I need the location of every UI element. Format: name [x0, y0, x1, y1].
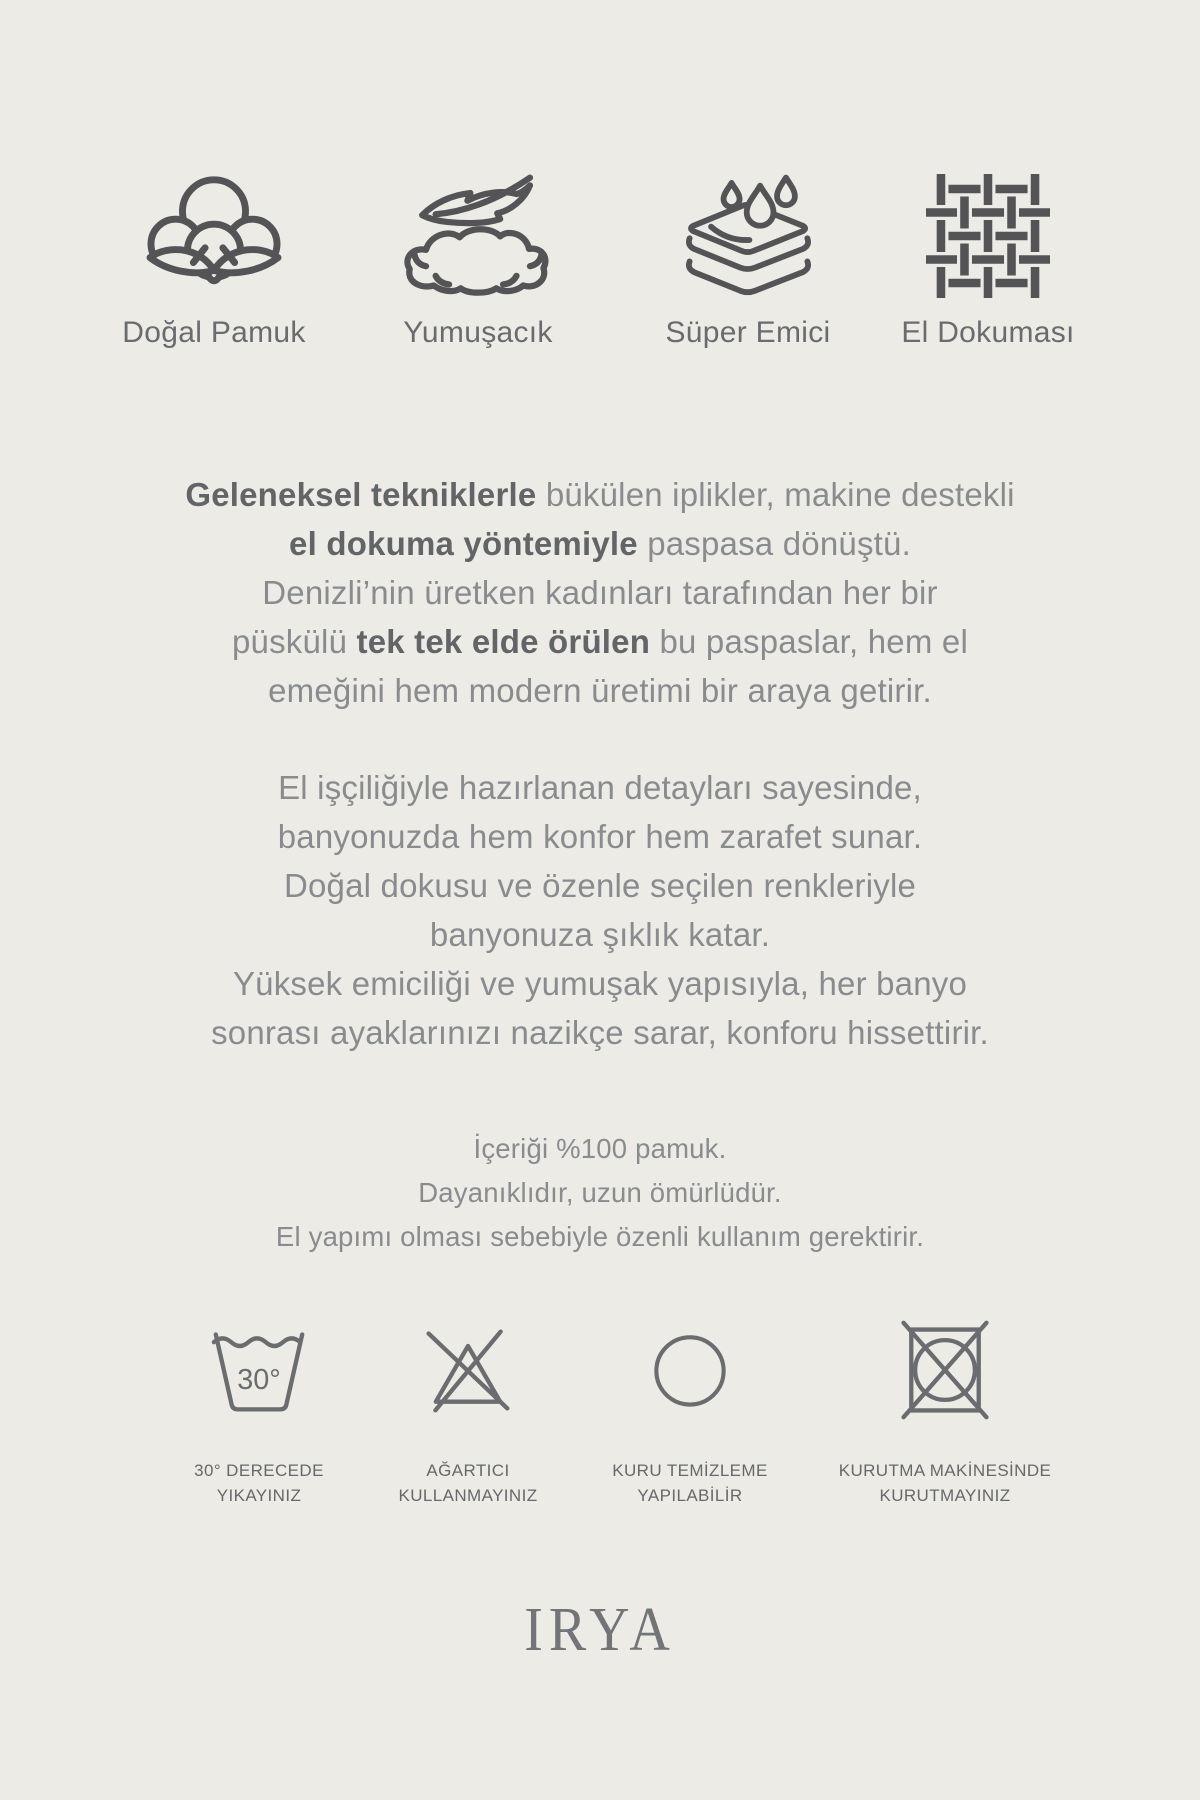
- feature-label-cotton: Doğal Pamuk: [122, 316, 306, 349]
- care-label-bleach: AĞARTICI KULLANMAYINIZ: [398, 1461, 538, 1505]
- no-tumble-dry-icon: [815, 1318, 1075, 1422]
- feature-label-handwoven: El Dokuması: [901, 316, 1075, 349]
- care-no-tumble-dry: [815, 1318, 1075, 1508]
- care-label-wash: 30° DERECEDE YIKAYINIZ: [194, 1461, 324, 1505]
- feature-absorbent: [618, 162, 878, 350]
- cotton-icon: [84, 162, 344, 298]
- comfort-paragraph: El işçiliğiyle hazırlanan detayları sayesinde, banyonuzda hem konfor hem zarafet sunar. Doğal dokusu ve özenle seçilen renkleriyle banyonuza şıklık katar. Yüksek emiciliği ve yumuşak yapısıyla, her banyo sonrası ayaklarınızı nazikçe sarar, konforu hissettirir.: [211, 769, 989, 1051]
- feature-handwoven: [858, 162, 1118, 350]
- care-no-bleach: [353, 1318, 583, 1508]
- no-bleach-icon: [353, 1318, 583, 1422]
- feature-label-softness: Yumuşacık: [403, 316, 553, 349]
- feature-label-absorbent: Süper Emici: [665, 316, 831, 349]
- care-dry-clean: [575, 1318, 805, 1508]
- absorbent-layers-icon: [618, 162, 878, 298]
- care-label-dry-clean: KURU TEMİZLEME YAPILABİLİR: [612, 1461, 768, 1505]
- intro-paragraph: Geleneksel tekniklerle bükülen iplikler, makine destekli el dokuma yöntemiyle paspasa dönüştü. Denizli’nin üretken kadınları tarafından her bir püskülü tek tek elde örülen bu paspaslar, hem el emeğini hem modern üretimi bir araya getirir.: [185, 476, 1015, 709]
- care-wash-30: [144, 1318, 374, 1508]
- brand-logo: IRYA: [524, 1595, 676, 1665]
- content-paragraph: İçeriği %100 pamuk. Dayanıklıdır, uzun ömürlüdür. El yapımı olması sebebiyle özenli kullanım gerektirir.: [275, 1133, 925, 1252]
- wash-30-icon: [144, 1318, 374, 1422]
- hand-weave-icon: [858, 162, 1118, 298]
- dry-clean-icon: [575, 1318, 805, 1422]
- care-label-tumble: KURUTMA MAKİNESİNDE KURUTMAYINIZ: [838, 1461, 1052, 1505]
- wash-temp-label: 30°: [237, 1364, 281, 1397]
- feature-softness: [348, 162, 608, 350]
- feather-cloud-icon: [348, 162, 608, 298]
- feature-cotton: [84, 162, 344, 350]
